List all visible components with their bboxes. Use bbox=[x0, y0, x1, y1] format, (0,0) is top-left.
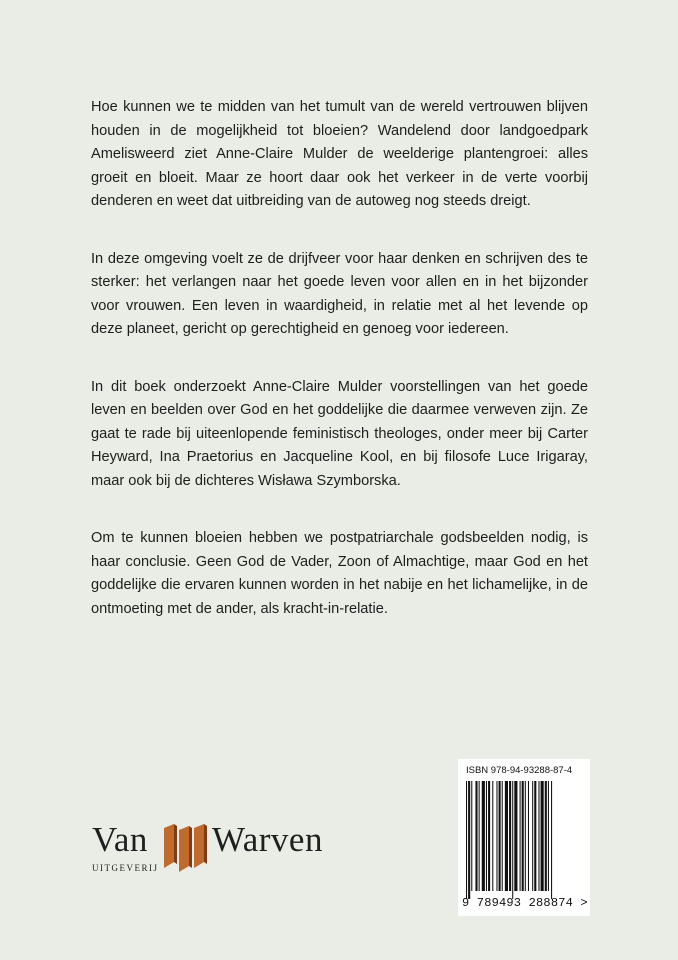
isbn-label: ISBN 978-94-93288-87-4 bbox=[466, 765, 573, 776]
publisher-logo bbox=[92, 820, 352, 880]
isbn-barcode bbox=[458, 759, 590, 916]
publisher-subtitle: UITGEVERIJ bbox=[92, 863, 159, 873]
back-cover-text bbox=[91, 96, 588, 655]
paragraph-3: In dit boek onderzoekt Anne-Claire Mulder voorstellingen van het goede leven en beelden over God en het goddelijke die daarmee verweven zijn. Ze gaat te rade bij uiteenlopende feministisch theologes, onder meer bij Carter Heyward, Ina Praetorius en Jacqueline Kool, en bij filosofe Luce Irigaray, maar ook bij de dichteres Wisława Szymborska. bbox=[91, 378, 588, 489]
paragraph-2: In deze omgeving voelt ze de drijfveer voor haar denken en schrijven des te sterker: het verlangen naar het goede leven voor allen en in het bijzonder voor vrouwen. Een leven in waardigheid, in relatie met al het levende op deze planeet, gericht op gerechtigheid en genoeg voor iedereen. bbox=[91, 250, 588, 337]
publisher-name-warven: Warven bbox=[212, 820, 323, 859]
publisher-logo-icon bbox=[162, 822, 208, 874]
barcode-digits: 9 789493 288874 > bbox=[462, 896, 588, 910]
barcode-bars bbox=[466, 781, 582, 899]
paragraph-4: Om te kunnen bloeien hebben we postpatriarchale godsbeelden nodig, is haar conclusie. Geen God de Vader, Zoon of Almachtige, maar God en het goddelijke die ervaren kunnen worden in het nabije en het lichamelijke, in de ontmoeting met de ander, als kracht-in-relatie. bbox=[91, 530, 588, 617]
publisher-name-van: Van bbox=[92, 820, 148, 859]
paragraph-1: Hoe kunnen we te midden van het tumult van de wereld vertrouwen blijven houden in de mogelijkheid tot bloeien? Wandelend door landgoedpark Amelisweerd ziet Anne-Claire Mulder de weelderige plantengroei: alles groeit en bloeit. Maar ze hoort daar ook het verkeer in de verte voorbij denderen en weet dat uitbreiding van de autoweg nog steeds dreigt. bbox=[91, 99, 588, 209]
